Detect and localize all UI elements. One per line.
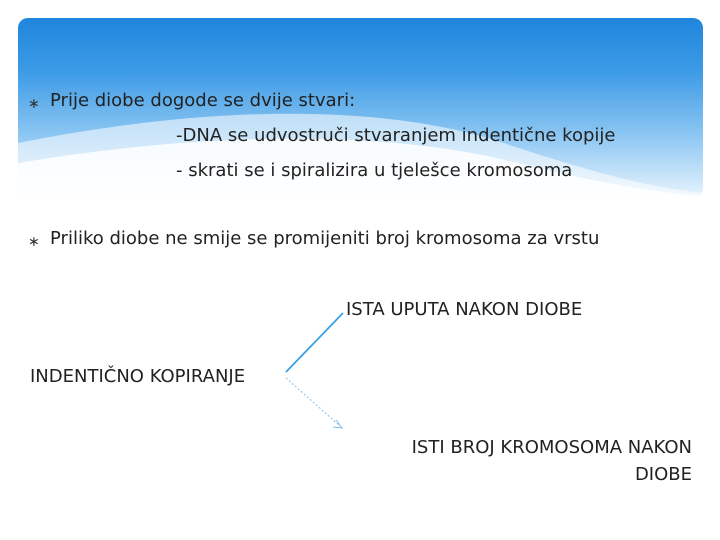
diagram-source: INDENTIČNO KOPIRANJE <box>30 366 246 387</box>
bullet-text: Priliko diobe ne smije se promijeniti broj kromosoma za vrstu <box>50 228 600 249</box>
diagram-target-bottom-line2: DIOBE <box>634 464 692 485</box>
bullet-marker: ∗ <box>28 234 40 250</box>
bullet-subline: - skrati se i spiralizira u tjelešce kromosoma <box>176 160 573 181</box>
bullet-subline: -DNA se udvostruči stvaranjem indentične kopije <box>176 125 616 146</box>
arrow-up <box>286 313 343 372</box>
bullet-marker: ∗ <box>28 96 40 112</box>
diagram-target-bottom-line1: ISTI BROJ KROMOSOMA NAKON <box>411 437 692 458</box>
bullet-text: Prije diobe dogode se dvije stvari: <box>50 90 356 111</box>
diagram-target-top: ISTA UPUTA NAKON DIOBE <box>346 299 583 320</box>
arrow-down <box>286 378 340 426</box>
